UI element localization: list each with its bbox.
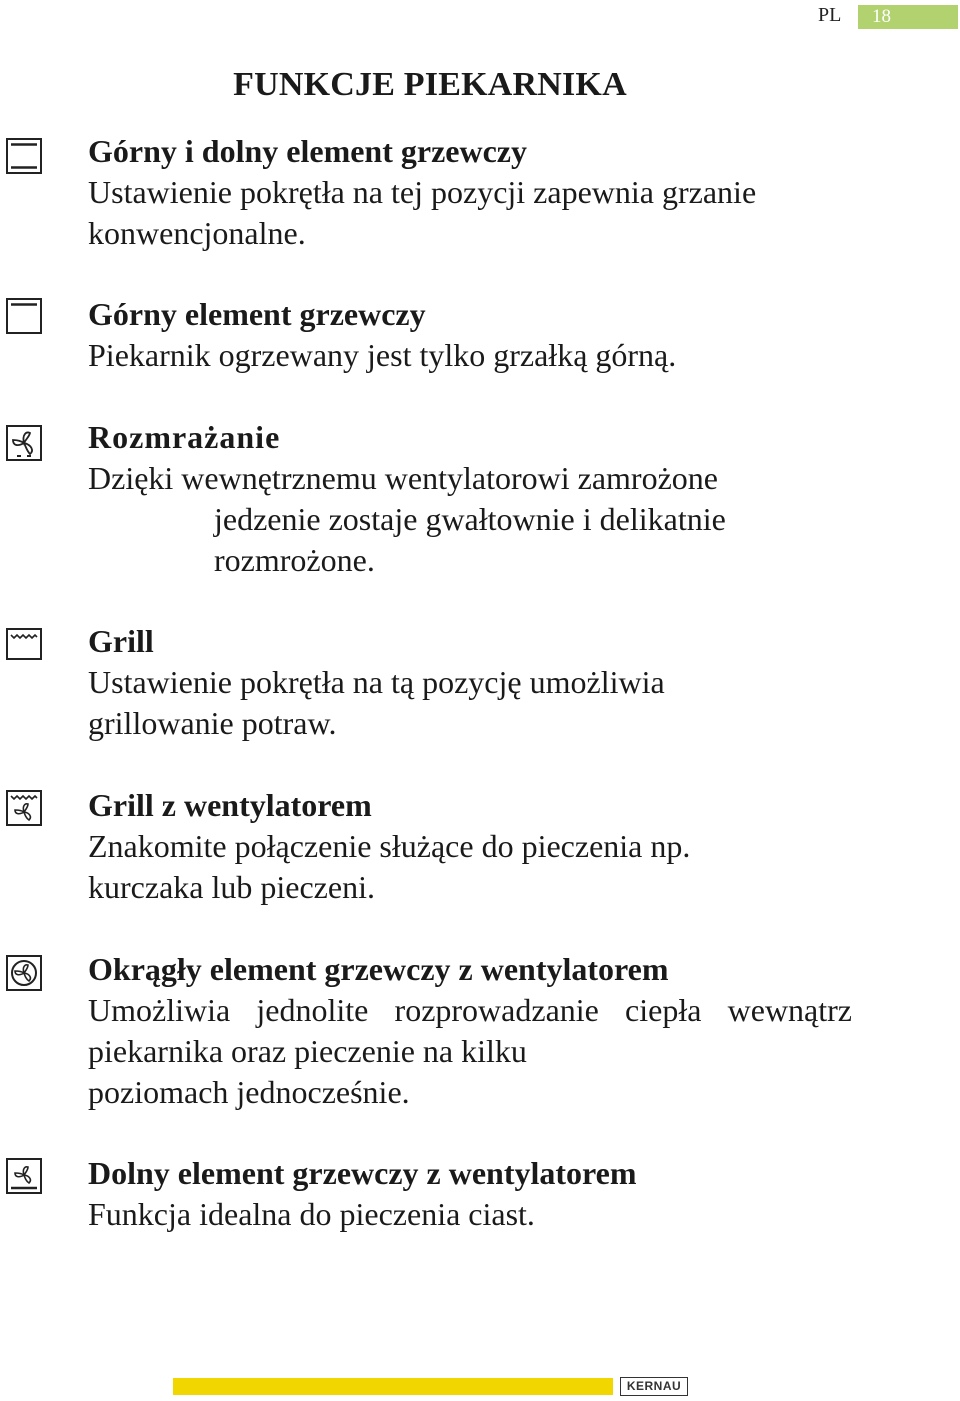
section-line: konwencjonalne.	[88, 215, 306, 251]
footer-bar	[173, 1378, 613, 1395]
section-defrost	[88, 417, 852, 581]
section-line: kurczaka lub pieczeni.	[88, 869, 375, 905]
section-heading: Górny i dolny element grzewczy	[88, 133, 527, 169]
section-line: Ustawienie pokrętła na tą pozycję umożliwia	[88, 664, 665, 700]
section-line: jedzenie zostaje gwałtownie i delikatnie	[214, 501, 726, 537]
bottom-heat-fan-icon	[6, 1158, 42, 1194]
top-bottom-heat-icon	[6, 138, 42, 174]
section-line: grillowanie potraw.	[88, 705, 337, 741]
section-top-bottom-heat	[88, 131, 852, 254]
brand-logo: KERNAU	[620, 1377, 688, 1396]
section-line: Funkcja idealna do pieczenia ciast.	[88, 1196, 535, 1232]
section-line: Ustawienie pokrętła na tej pozycji zapewnia grzanie	[88, 174, 757, 210]
page-title: FUNKCJE PIEKARNIKA	[233, 66, 627, 103]
section-line: Dzięki wewnętrznemu wentylatorowi zamrożone	[88, 460, 718, 496]
section-line: poziomach jednocześnie.	[88, 1074, 410, 1110]
section-heading: Grill	[88, 623, 154, 659]
section-heading: Górny element grzewczy	[88, 296, 426, 332]
section-line: Umożliwia jednolite rozprowadzanie ciepła wewnątrz piekarnika oraz pieczenie na kilku	[88, 992, 852, 1069]
section-line: rozmrożone.	[214, 542, 375, 578]
section-line: Piekarnik ogrzewany jest tylko grzałką górną.	[88, 337, 677, 373]
defrost-icon	[6, 425, 42, 461]
section-fan-grill	[88, 785, 852, 908]
section-ring-heater-fan	[88, 949, 852, 1113]
section-heading: Grill z wentylatorem	[88, 787, 372, 823]
section-heading: Rozmrażanie	[88, 419, 281, 455]
page-number-tab: 18	[858, 5, 958, 29]
section-grill	[88, 621, 852, 744]
section-line: Znakomite połączenie służące do pieczenia np.	[88, 828, 691, 864]
section-top-heat	[88, 294, 852, 376]
section-heading: Dolny element grzewczy z wentylatorem	[88, 1155, 637, 1191]
section-bottom-heat-fan	[88, 1153, 852, 1235]
fan-grill-icon	[6, 790, 42, 826]
section-heading: Okrągły element grzewczy z wentylatorem	[88, 951, 669, 987]
grill-icon	[6, 628, 42, 664]
language-label: PL	[818, 4, 842, 26]
top-heat-icon	[6, 298, 42, 334]
ring-heater-fan-icon	[6, 955, 42, 991]
